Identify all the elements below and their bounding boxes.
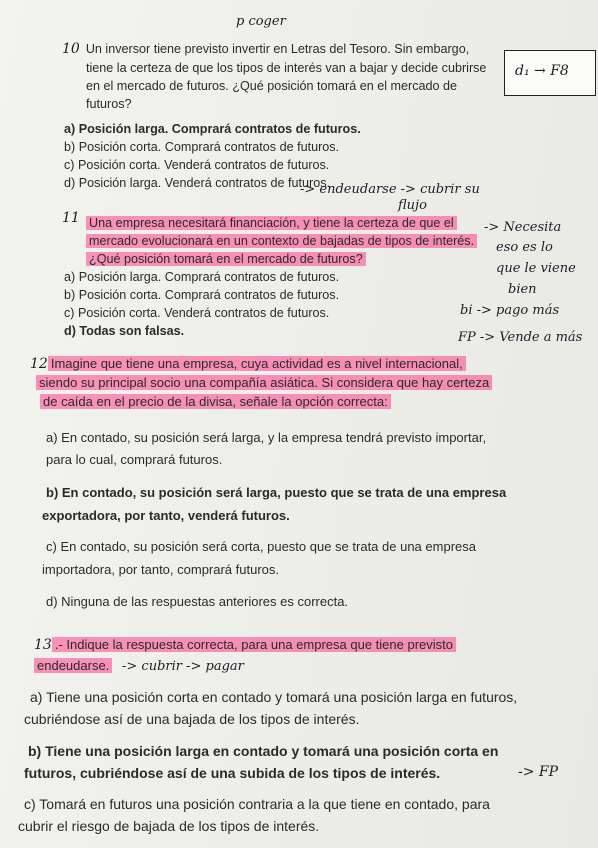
q13-text-2: endeudarse. xyxy=(34,658,112,673)
q11-side-note-2: eso es lo xyxy=(496,240,553,255)
q10-number: 10 xyxy=(62,41,80,57)
q10-side-note-1: -> endeudarse -> cubrir su xyxy=(300,182,480,197)
q12-option-a-2: para lo cual, comprará futuros. xyxy=(46,452,223,467)
q10-option-a: a) Posición larga. Comprará contratos de futuros. xyxy=(64,122,361,136)
q12-text-1: Imagine que tiene una empresa, cuya actividad es a nivel internacional, xyxy=(48,356,466,371)
q11-text-3: ¿Qué posición tomará en el mercado de futuros? xyxy=(86,252,366,266)
q11-line-1 xyxy=(86,216,457,231)
q12-line-2 xyxy=(36,375,492,390)
q13-number: 13 xyxy=(34,637,52,653)
q12-option-d-1: d) Ninguna de las respuestas anteriores es correcta. xyxy=(46,594,349,609)
q13-inline-note: -> cubrir -> pagar xyxy=(122,659,244,674)
q12-line-1 xyxy=(30,356,466,372)
q11-line-3 xyxy=(86,252,366,267)
q13-option-c-1: c) Tomará en futuros una posición contraria a la que tiene en contado, para xyxy=(24,796,490,812)
q10-line-2: tiene la certeza de que los tipos de interés van a bajar y decide cubrirse xyxy=(86,61,487,75)
q13-text-1: .- Indique la respuesta correcta, para una empresa que tiene previsto xyxy=(52,637,456,652)
q11-side-note-4: bien xyxy=(508,282,537,297)
q12-option-c-2: importadora, por tanto, comprará futuros. xyxy=(42,562,280,577)
box-note: d₁ → F8 xyxy=(515,63,569,79)
q11-number: 11 xyxy=(62,210,80,226)
q13-option-a-2: cubriéndose así de una bajada de los tipos de interés. xyxy=(24,711,360,727)
q13-line-1 xyxy=(34,637,456,653)
q12-option-c-1: c) En contado, su posición será corta, puesto que se trata de una empresa xyxy=(46,539,476,554)
q10-line-1 xyxy=(62,42,469,57)
q12-text-2: siendo su principal socio una compañía asiática. Si considera que hay certeza xyxy=(36,375,492,390)
q10-side-note-2: flujo xyxy=(398,198,427,213)
handwritten-top-note: p coger xyxy=(236,14,286,29)
q11-option-d: d) Todas son falsas. xyxy=(64,324,185,338)
q11-line-2 xyxy=(86,234,477,249)
q12-option-b-2: exportadora, por tanto, venderá futuros. xyxy=(42,508,290,523)
q12-text-3: de caída en el precio de la divisa, señale la opción correcta: xyxy=(40,394,391,409)
q10-option-d: d) Posición larga. Venderá contratos de futuros. xyxy=(64,176,331,190)
q13-option-c-2: cubrir el riesgo de bajada de los tipos de interés. xyxy=(18,818,320,834)
q11-option-c: c) Posición corta. Venderá contratos de futuros. xyxy=(64,306,330,320)
q11-side-note-6: FP -> Vende a más xyxy=(458,330,583,345)
q11-side-note-5: bi -> pago más xyxy=(460,303,560,318)
q12-option-a-1: a) En contado, su posición será larga, y la empresa tendrá previsto importar, xyxy=(46,430,487,445)
q13-option-b-2: futuros, cubriéndose así de una subida de los tipos de interés. xyxy=(24,765,441,781)
q10-line-4: futuros? xyxy=(86,97,132,111)
q12-option-b-1: b) En contado, su posición será larga, puesto que se trata de una empresa xyxy=(46,485,507,500)
q12-number: 12 xyxy=(30,356,48,372)
q10-text-3: en el mercado de futuros. xyxy=(86,79,229,93)
q12-line-3 xyxy=(40,394,391,409)
q10-line-3 xyxy=(86,79,457,94)
q10-text-3b: ¿Qué posición tomará en el mercado de xyxy=(232,79,458,93)
q13-b-handwritten-mark: -> FP xyxy=(518,764,559,780)
q11-text-1: Una empresa necesitará financiación, y tiene la certeza de que el xyxy=(86,216,457,230)
q10-text-1: Un inversor tiene previsto invertir en Letras del Tesoro. Sin embargo, xyxy=(85,42,470,56)
q11-side-note-3: que le viene xyxy=(496,261,576,276)
q11-text-2: mercado evolucionará en un contexto de bajadas de tipos de interés. xyxy=(86,234,477,248)
q11-option-b: b) Posición corta. Comprará contratos de futuros. xyxy=(64,288,340,302)
handwritten-box xyxy=(504,50,596,96)
q13-option-b-1: b) Tiene una posición larga en contado y tomará una posición corta en xyxy=(28,743,499,759)
q10-option-b: b) Posición corta. Comprará contratos de futuros. xyxy=(64,140,340,154)
q13-line-2 xyxy=(34,658,112,673)
q11-side-note-1: -> Necesita xyxy=(484,220,562,235)
q10-option-c: c) Posición corta. Venderá contratos de futuros. xyxy=(64,158,330,172)
q13-option-a-1: a) Tiene una posición corta en contado y tomará una posición larga en futuros, xyxy=(30,689,518,705)
q11-option-a: a) Posición larga. Comprará contratos de futuros. xyxy=(64,270,340,284)
